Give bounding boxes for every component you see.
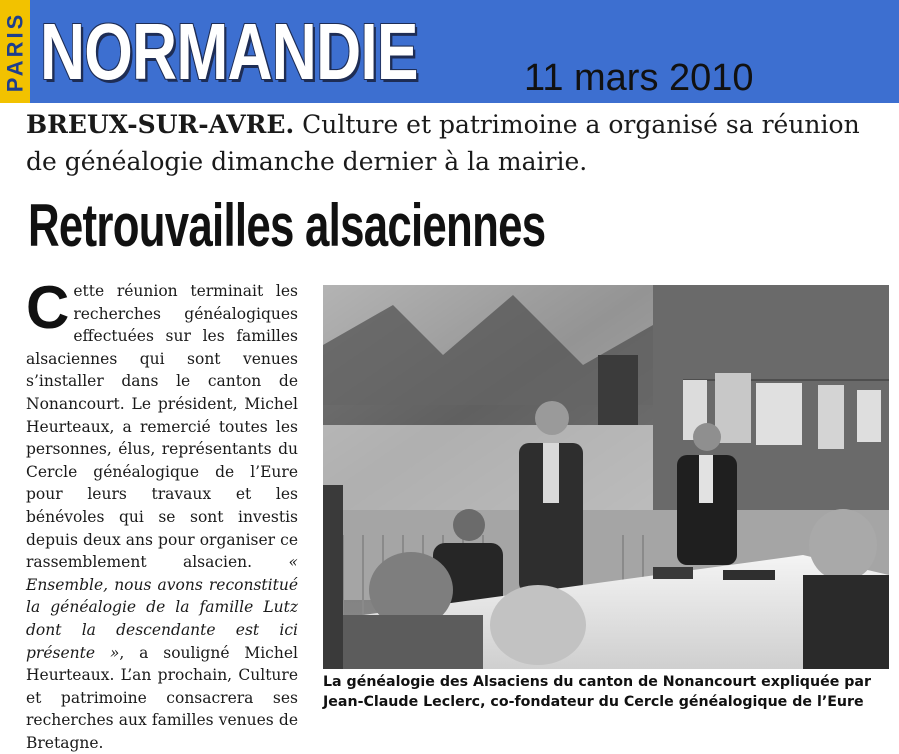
article-quote: « Ensemble, nous avons reconstitué la généalogie de la famille Lutz dont la descendante est ici présente » [26,553,298,662]
publication-date: 11 mars 2010 [524,57,754,99]
photo-caption [323,672,889,712]
drop-cap: C [26,274,70,341]
article-text-start: ette réunion terminait les recherches généalogiques effectuées sur les familles alsaciennes qui sont venues s’installer dans le canton de Nonancourt. Le président, Michel Heurteaux, a remercié toutes les personnes, élus, représentants du Cercle généalogique de l’Eure pour leurs travaux et les bénévoles qui se sont investis depuis deux ans pour organiser ce rassemblement alsacien. [26,282,298,572]
article-body [26,274,298,754]
side-label: PARIS [2,11,28,92]
photo-caption-line-2: Jean-Claude Leclerc, co-fondateur du Cercle généalogique de l’Eure [323,694,864,710]
article-text-end: , a souligné Michel Heurteaux. L’an prochain, Culture et patrimoine consacrera ses recherches aux familles venues de Bretagne. [26,643,298,752]
side-label-box [0,0,30,103]
headline: Retrouvailles alsaciennes [28,192,546,259]
kicker-location: BREUX-SUR-AVRE. [26,110,295,139]
newspaper-title: NORMANDIE [40,7,418,96]
masthead [0,0,899,103]
kicker [26,106,896,180]
article-photo [323,285,889,669]
kicker-text: Culture et patrimoine a organisé sa réunion de généalogie dimanche dernier à la mairie. [26,110,860,176]
photo-illustration [323,285,889,669]
photo-caption-line-1: La généalogie des Alsaciens du canton de Nonancourt expliquée par [323,674,871,690]
